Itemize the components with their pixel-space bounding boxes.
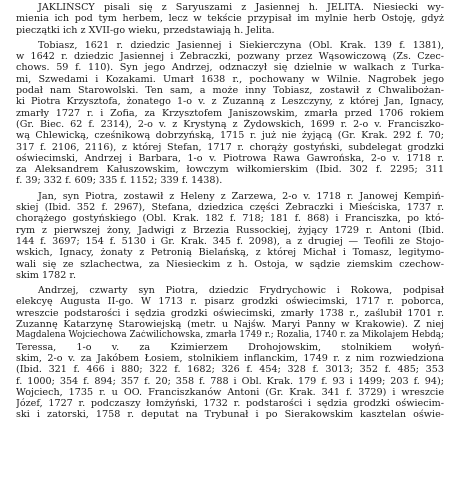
text-line: Wojciech, 1735 r. u OO. Franciszkanów Antoni (Gr. Krak. 341 f. 3729) i wreszcie bbox=[16, 386, 444, 398]
text-line: (Ibid. 321 f. 466 i 880; 322 f. 1682; 326 f. 454; 328 f. 3013; 352 f. 485; 353 bbox=[16, 364, 444, 376]
text-line: w 1642 r. dziedzic Jasiennej i Żebraczki, pozwany przez Wąsowiczową (Zs. Czec- bbox=[16, 51, 444, 63]
text-line: skim, 2-o v. za Jakóbem Łosiem, stolnikiem inflanckim, 1749 r. z nim rozwiedziona bbox=[16, 352, 444, 364]
text-line: Tobiasz, 1621 r. dziedzic Jasiennej i Siekierczyna (Obl. Krak. 139 f. 1381), bbox=[38, 39, 444, 51]
text-line: skim 1782 r. bbox=[16, 269, 76, 281]
text-line: rym z pierwszej żony, Jadwigi z Brzezia Russockiej, żyjący 1729 r. Antoni (Ibid. bbox=[16, 224, 444, 236]
text-line: mienia ich pod tym herbem, lecz w tekście przypisał im mylnie herb Ostoję, gdyż bbox=[16, 13, 444, 25]
text-line: pieczątki ich z XVII-go wieku, przedstawiają h. Jelita. bbox=[16, 24, 275, 36]
text-line: 144 f. 3697; 154 f. 5130 i Gr. Krak. 345 f. 2098), a z drugiej — Teofili ze Stojo- bbox=[16, 235, 444, 247]
text-line: wskich, Ignacy, żonaty z Petronią Bielańską, z której Michał i Tomasz, legitymo- bbox=[16, 247, 444, 259]
text-line: skiej (Ibid. 352 f. 2967), Stefana, dziedzica części Żebraczki i Mieściska, 1737 r. bbox=[16, 202, 444, 214]
text-line: za Aleksandrem Kałuszowskim, łowczym wiłkomierskim (Ibid. 302 f. 2295; 311 bbox=[16, 164, 444, 176]
text-line: (Gr. Biec. 62 f. 2314), 2-o v. z Krystyną z Żydowskich, 1699 r. 2-o v. Franciszko- bbox=[16, 118, 444, 130]
paragraph-tobiasz bbox=[16, 40, 444, 187]
text-line: wreszcie podstarości i sędzia grodzki oświecimski, zmarły 1738 r., zaślubił 1701 r. bbox=[16, 307, 444, 319]
paragraph-intro bbox=[16, 2, 444, 36]
text-line: JAKLIŃSCY pisali się z Saryuszami z Jasiennej h. JELITA. Niesiecki wy- bbox=[38, 2, 444, 13]
text-line: mi, Szwedami i Kozakami. Umarł 1638 r., pochowany w Wilnie. Nagrobek jego bbox=[16, 73, 444, 85]
text-line: f. 39; 332 f. 609; 335 f. 1152; 339 f. 1438). bbox=[16, 175, 223, 187]
text-line: zmarły 1727 r. i Zofia, za Krzysztofem Janiszowskim, zmarła przed 1706 rokiem bbox=[16, 107, 444, 119]
text-line: ski i zatorski, 1758 r. deputat na Trybunał i po Sierakowskim kasztelan oświe- bbox=[16, 409, 444, 421]
paragraph-andrzej bbox=[16, 285, 444, 421]
document-page bbox=[16, 2, 444, 421]
text-line: Andrzej, czwarty syn Piotra, dziedzic Frydrychowic i Rokowa, podpisał bbox=[38, 285, 444, 297]
text-line: wą Chlewicką, cześnikową dobrzyńską, 1715 r. już nie żyjącą (Gr. Krak. 292 f. 70; bbox=[16, 130, 444, 142]
paragraph-jan bbox=[16, 191, 444, 281]
text-line: 317 f. 2106, 2116), z której Stefan, 1717 r. chorąży gostyński, subdelegat grodzki bbox=[16, 141, 444, 153]
text-line: elekcyę Augusta II-go. W 1713 r. pisarz grodzki oświecimski, 1717 r. poborca, bbox=[16, 296, 444, 308]
text-line: Józef, 1727 r. podczaszy łomżyński, 1732 r. podstarości i sędzia grodzki oświecim- bbox=[16, 398, 444, 410]
text-line: Jan, syn Piotra, zostawił z Heleny z Zarzewa, 2-o v. 1718 r. Janowej Kempiń- bbox=[38, 190, 444, 202]
text-line: Zuzannę Katarzynę Starowiejską (metr. u Najśw. Maryi Panny w Krakowie). Z niej bbox=[16, 319, 444, 331]
text-line: Teressa, 1-o v. za Kzimierzem Drohojowskim, stolnikiem wołyń- bbox=[16, 341, 444, 353]
text-line: oświecimski, Andrzej i Barbara, 1-o v. Piotrowa Rawa Gawrońska, 2-o v. 1718 r. bbox=[16, 152, 444, 164]
text-line: Magdalena Wojciechowa Zaćwilichowska, zmarła 1749 r.; Rozalia, 1740 r. za Mikolajem Hebdą; bbox=[16, 330, 444, 341]
text-line: chorążego gostyńskiego (Obl. Krak. 182 f. 718; 181 f. 868) i Franciszka, po któ- bbox=[16, 213, 444, 225]
text-line: wali się ze szlachectwa, za Niesieckim z h. Ostoja, w sądzie ziemskim czechow- bbox=[16, 258, 444, 270]
text-line: ki Piotra Krzysztofa, żonatego 1-o v. z Zuzanną z Leszczyny, z której Jan, Ignacy, bbox=[16, 96, 444, 108]
text-line: chows. 59 f. 110). Syn jego Andrzej, odznaczył się dzielnie w walkach z Turka- bbox=[16, 62, 444, 74]
text-line: podał nam Starowolski. Ten sam, a może inny Tobiasz, zostawił z Chwalibożan- bbox=[16, 85, 444, 97]
text-line: f. 1000; 354 f. 894; 357 f. 20; 358 f. 788 i Obl. Krak. 179 f. 93 i 1499; 203 f. 94); bbox=[16, 375, 444, 387]
